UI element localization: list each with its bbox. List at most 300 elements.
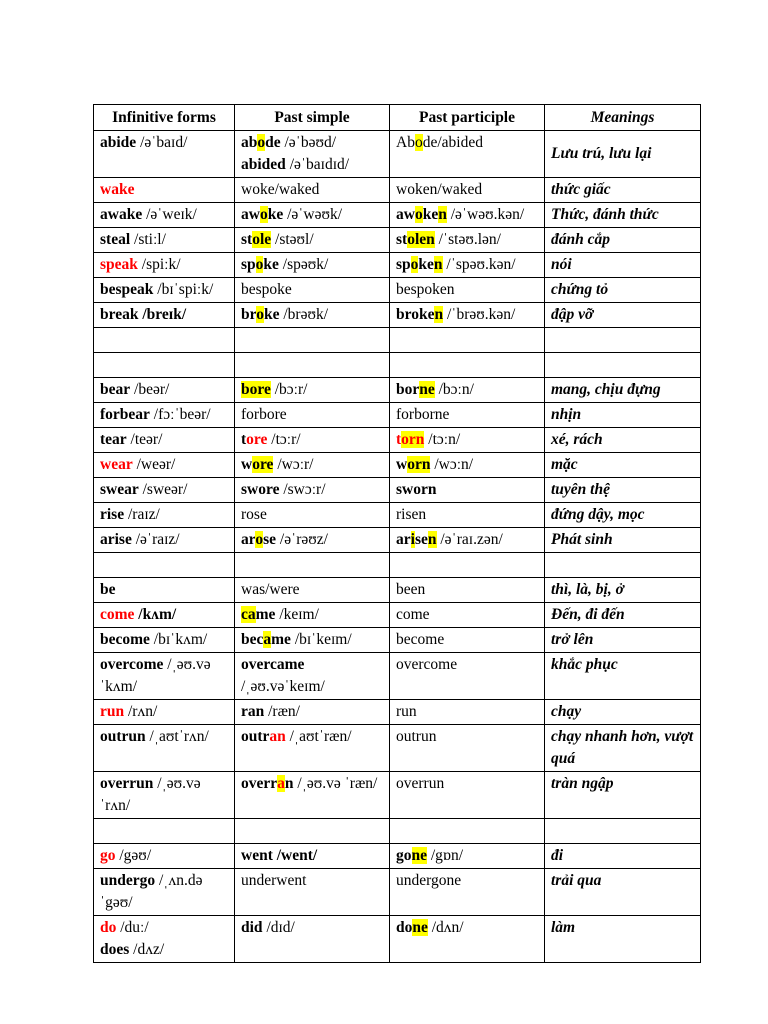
text-segment: forbear	[100, 406, 150, 423]
table-row	[94, 253, 701, 278]
text-segment: ne	[419, 381, 435, 398]
empty-cell	[235, 328, 390, 353]
text-segment: /ˈspəʊ.kən/	[442, 256, 516, 273]
text-segment: ore	[246, 431, 268, 448]
infinitive-cell	[94, 578, 235, 603]
text-segment: n	[284, 775, 294, 792]
text-segment: /keɪm/	[275, 606, 319, 623]
text-segment: wake	[100, 181, 135, 198]
past-participle-cell	[390, 203, 545, 228]
empty-cell	[390, 553, 545, 578]
infinitive-cell	[94, 378, 235, 403]
text-segment: br	[241, 306, 257, 323]
empty-cell	[545, 819, 701, 844]
past-participle-cell	[390, 253, 545, 278]
text-segment: /wɔːr/	[273, 456, 314, 473]
text-segment: /dʌz/	[129, 941, 165, 958]
text-segment: ke	[418, 256, 434, 273]
infinitive-cell	[94, 403, 235, 428]
infinitive-cell	[94, 869, 235, 916]
text-segment: ke	[267, 206, 284, 223]
text-segment: /spəʊk/	[278, 256, 329, 273]
table-row	[94, 403, 701, 428]
text-segment: /ˌaʊtˈrʌn/	[145, 728, 209, 745]
past-simple-cell	[235, 131, 390, 178]
text-segment: ke	[263, 256, 279, 273]
past-participle-cell	[390, 131, 545, 178]
table-row	[94, 503, 701, 528]
meaning-cell: trở lên	[545, 628, 701, 653]
past-participle-cell	[390, 772, 545, 819]
past-simple-cell	[235, 700, 390, 725]
text-segment: o	[410, 256, 419, 273]
past-participle-cell	[390, 478, 545, 503]
text-segment: go	[100, 847, 116, 864]
text-segment: n	[434, 306, 444, 323]
past-participle-cell	[390, 528, 545, 553]
text-segment: /əˈraɪ.zən/	[436, 531, 503, 548]
text-segment: bore	[241, 381, 271, 398]
empty-cell	[94, 328, 235, 353]
text-segment: t	[396, 431, 402, 448]
empty-cell	[235, 553, 390, 578]
text-segment: /bɪˈkʌm/	[149, 631, 208, 648]
past-participle-cell	[390, 228, 545, 253]
table-row	[94, 478, 701, 503]
text-segment: woken/waked	[396, 181, 483, 198]
text-segment: /ˌʌn.də ˈgəʊ/	[100, 872, 203, 911]
empty-row	[94, 553, 701, 578]
text-segment: ole	[252, 231, 272, 248]
text-segment: /ˌəʊ.və ˈræn/	[293, 775, 378, 792]
text-segment: ke	[263, 306, 280, 323]
table-body	[94, 131, 701, 963]
text-segment: /ˈstəʊ.lən/	[434, 231, 501, 248]
text-segment: n	[433, 256, 443, 273]
text-segment: overr	[241, 775, 278, 792]
text-segment: bear	[100, 381, 131, 398]
infinitive-cell	[94, 203, 235, 228]
text-segment: steal	[100, 231, 131, 248]
past-participle-cell	[390, 428, 545, 453]
text-segment: se	[263, 531, 277, 548]
text-segment: sworn	[396, 481, 437, 498]
text-segment: overcome	[396, 656, 458, 673]
text-segment: de	[265, 134, 281, 151]
meaning-cell: tràn ngập	[545, 772, 701, 819]
table-row	[94, 178, 701, 203]
text-segment: an	[269, 728, 286, 745]
past-simple-cell	[235, 772, 390, 819]
text-segment: /əˈwəʊk/	[283, 206, 343, 223]
text-segment: orn	[407, 456, 431, 473]
meaning-cell: trải qua	[545, 869, 701, 916]
past-simple-cell	[235, 253, 390, 278]
text-segment: st	[241, 231, 253, 248]
text-segment: tear	[100, 431, 127, 448]
infinitive-cell	[94, 725, 235, 772]
text-segment: do	[396, 919, 413, 936]
text-segment: overcome	[100, 656, 164, 673]
text-segment: o	[414, 206, 423, 223]
empty-cell	[390, 328, 545, 353]
text-segment: /ˈbrəʊ.kən/	[443, 306, 516, 323]
empty-cell	[94, 353, 235, 378]
past-participle-cell	[390, 278, 545, 303]
past-participle-cell	[390, 869, 545, 916]
text-segment: ran	[241, 703, 265, 720]
text-segment: /bɔːn/	[434, 381, 474, 398]
text-segment: me	[271, 631, 291, 648]
text-segment: /swɔːr/	[279, 481, 326, 498]
text-segment: swear	[100, 481, 139, 498]
text-segment: /tɔːr/	[267, 431, 301, 448]
infinitive-cell	[94, 253, 235, 278]
text-segment: come	[396, 606, 430, 623]
text-segment: run	[396, 703, 417, 720]
text-segment: undergone	[396, 872, 462, 889]
text-segment: /stiːl/	[130, 231, 166, 248]
past-simple-cell	[235, 725, 390, 772]
text-segment: forbore	[241, 406, 287, 423]
past-participle-cell	[390, 378, 545, 403]
empty-cell	[545, 353, 701, 378]
past-participle-cell	[390, 653, 545, 700]
past-participle-cell	[390, 303, 545, 328]
meaning-cell: thức giấc	[545, 178, 701, 203]
text-segment: forborne	[396, 406, 450, 423]
table-row	[94, 453, 701, 478]
text-segment: undergo	[100, 872, 156, 889]
text-segment: o	[255, 531, 264, 548]
text-segment: /gəʊ/	[115, 847, 152, 864]
table-row	[94, 916, 701, 963]
text-segment: /ˌəʊ.vəˈkeɪm/	[241, 678, 325, 695]
header-row	[94, 105, 701, 131]
text-segment: bor	[396, 381, 420, 398]
meaning-cell: đập vỡ	[545, 303, 701, 328]
infinitive-cell	[94, 603, 235, 628]
text-segment: o	[257, 134, 266, 151]
meaning-cell: chạy	[545, 700, 701, 725]
infinitive-cell	[94, 303, 235, 328]
text-segment: i	[410, 531, 415, 548]
text-segment: /əˈrəʊz/	[276, 531, 328, 548]
text-segment: run	[100, 703, 125, 720]
meaning-cell: khắc phục	[545, 653, 701, 700]
text-segment: /bɪˈspiːk/	[153, 281, 214, 298]
table-row	[94, 378, 701, 403]
past-simple-cell	[235, 203, 390, 228]
past-participle-cell	[390, 916, 545, 963]
text-segment: /brəʊk/	[279, 306, 329, 323]
text-segment: o	[256, 306, 264, 323]
meaning-cell: Thức, đánh thức	[545, 203, 701, 228]
text-segment: break /breɪk/	[100, 306, 187, 323]
infinitive-cell	[94, 131, 235, 178]
text-segment: /weər/	[132, 456, 176, 473]
text-segment: Ab	[396, 134, 415, 151]
empty-cell	[235, 353, 390, 378]
infinitive-cell	[94, 503, 235, 528]
table-row	[94, 203, 701, 228]
text-segment: overrun	[396, 775, 445, 792]
text-segment: outr	[241, 728, 270, 745]
past-participle-cell	[390, 453, 545, 478]
infinitive-cell	[94, 916, 235, 963]
text-segment: ke	[422, 206, 439, 223]
past-simple-cell	[235, 603, 390, 628]
text-segment: bec	[241, 631, 264, 648]
header-infinitive: Infinitive forms	[94, 105, 235, 131]
text-segment: become	[396, 631, 445, 648]
empty-row	[94, 819, 701, 844]
empty-cell	[545, 553, 701, 578]
table-row	[94, 700, 701, 725]
text-segment: did	[241, 919, 263, 936]
text-segment: o	[414, 134, 423, 151]
empty-row	[94, 328, 701, 353]
text-segment: swore	[241, 481, 280, 498]
text-segment: sp	[396, 256, 411, 273]
text-segment: bespoke	[241, 281, 292, 298]
past-simple-cell	[235, 228, 390, 253]
past-simple-cell	[235, 178, 390, 203]
infinitive-cell	[94, 178, 235, 203]
infinitive-cell	[94, 428, 235, 453]
past-simple-cell	[235, 653, 390, 700]
table-row	[94, 278, 701, 303]
empty-cell	[390, 353, 545, 378]
table-row	[94, 725, 701, 772]
table-row	[94, 303, 701, 328]
text-segment: ca	[241, 606, 256, 623]
meaning-cell: mang, chịu đựng	[545, 378, 701, 403]
text-segment: do	[100, 919, 117, 936]
meaning-cell: xé, rách	[545, 428, 701, 453]
text-segment: /kʌm/	[134, 606, 177, 623]
past-simple-cell	[235, 528, 390, 553]
text-segment: t	[241, 431, 247, 448]
text-segment: awake	[100, 206, 143, 223]
text-segment: /gɒn/	[427, 847, 464, 864]
text-segment: outrun	[100, 728, 146, 745]
text-segment: orn	[401, 431, 425, 448]
header-past-simple: Past simple	[235, 105, 390, 131]
meaning-cell: đứng dậy, mọc	[545, 503, 701, 528]
text-segment: /ˌəʊ.və ˈrʌn/	[100, 775, 201, 814]
text-segment: /raɪz/	[124, 506, 160, 523]
irregular-verbs-table	[93, 104, 701, 963]
past-participle-cell	[390, 700, 545, 725]
text-segment: speak	[100, 256, 138, 273]
text-segment: /fɔːˈbeər/	[149, 406, 211, 423]
text-segment: /əˈweɪk/	[142, 206, 197, 223]
text-segment: /tɔːn/	[424, 431, 461, 448]
meaning-cell: tuyên thệ	[545, 478, 701, 503]
table-row	[94, 528, 701, 553]
text-segment: de/abided	[422, 134, 483, 151]
text-segment: ab	[241, 134, 258, 151]
past-simple-cell	[235, 453, 390, 478]
past-simple-cell	[235, 869, 390, 916]
infinitive-cell	[94, 453, 235, 478]
table-row	[94, 228, 701, 253]
meaning-cell: thì, là, bị, ở	[545, 578, 701, 603]
past-simple-cell	[235, 478, 390, 503]
text-segment: /sweər/	[138, 481, 188, 498]
text-segment: broke	[396, 306, 435, 323]
empty-cell	[94, 819, 235, 844]
table-row	[94, 844, 701, 869]
text-segment: sp	[241, 256, 256, 273]
text-segment: /əˈwəʊ.kən/	[446, 206, 525, 223]
table-row	[94, 653, 701, 700]
text-segment: a	[263, 631, 272, 648]
text-segment: se	[414, 531, 428, 548]
text-segment: a	[277, 775, 285, 792]
past-simple-cell	[235, 844, 390, 869]
table-row	[94, 428, 701, 453]
past-participle-cell	[390, 844, 545, 869]
table-row	[94, 772, 701, 819]
text-segment: /stəʊl/	[271, 231, 314, 248]
text-segment: wear	[100, 456, 133, 473]
text-segment: /bɪˈkeɪm/	[290, 631, 352, 648]
meaning-cell: đi	[545, 844, 701, 869]
text-segment: ar	[396, 531, 411, 548]
past-participle-cell	[390, 578, 545, 603]
text-segment: n	[438, 206, 447, 223]
header-past-participle: Past participle	[390, 105, 545, 131]
infinitive-cell	[94, 478, 235, 503]
infinitive-cell	[94, 844, 235, 869]
text-segment: was/were	[241, 581, 300, 598]
text-segment: /əˈbaɪdɪd/	[285, 156, 350, 173]
table-row	[94, 628, 701, 653]
header-meanings: Meanings	[545, 105, 701, 131]
past-participle-cell	[390, 403, 545, 428]
table-row	[94, 578, 701, 603]
text-segment: /əˈbəʊd/	[280, 134, 337, 151]
text-segment: overrun	[100, 775, 154, 792]
text-segment: rose	[241, 506, 267, 523]
text-segment: aw	[396, 206, 415, 223]
infinitive-cell	[94, 528, 235, 553]
text-segment: become	[100, 631, 150, 648]
text-segment: o	[255, 256, 264, 273]
text-segment: outrun	[396, 728, 437, 745]
meaning-cell: nói	[545, 253, 701, 278]
infinitive-cell	[94, 700, 235, 725]
empty-row	[94, 353, 701, 378]
text-segment: /beər/	[130, 381, 170, 398]
text-segment: /ˌəʊ.və ˈkʌm/	[100, 656, 211, 695]
text-segment: go	[396, 847, 412, 864]
text-segment: /ˌaʊtˈræn/	[285, 728, 352, 745]
table-header	[94, 105, 701, 131]
text-segment: risen	[396, 506, 427, 523]
text-segment: w	[241, 456, 253, 473]
meaning-cell: nhịn	[545, 403, 701, 428]
meaning-cell: Phát sinh	[545, 528, 701, 553]
text-segment: ne	[412, 919, 428, 936]
text-segment: /wɔːn/	[430, 456, 474, 473]
text-segment: /bɔːr/	[270, 381, 308, 398]
text-segment: woke/waked	[241, 181, 320, 198]
past-simple-cell	[235, 303, 390, 328]
past-participle-cell	[390, 503, 545, 528]
text-segment: /dɪd/	[262, 919, 295, 936]
infinitive-cell	[94, 653, 235, 700]
empty-cell	[545, 328, 701, 353]
text-segment: abide	[100, 134, 137, 151]
text-segment: rise	[100, 506, 125, 523]
past-simple-cell	[235, 278, 390, 303]
verb-table-document	[93, 104, 700, 963]
past-simple-cell	[235, 378, 390, 403]
infinitive-cell	[94, 772, 235, 819]
text-segment: st	[396, 231, 408, 248]
meaning-cell: mặc	[545, 453, 701, 478]
text-segment: /duː/	[116, 919, 149, 936]
text-segment: /rʌn/	[124, 703, 158, 720]
text-segment: olen	[407, 231, 435, 248]
meaning-cell: làm	[545, 916, 701, 963]
infinitive-cell	[94, 628, 235, 653]
text-segment: be	[100, 581, 116, 598]
table-row	[94, 869, 701, 916]
meaning-cell: chạy nhanh hơn, vượt quá	[545, 725, 701, 772]
text-segment: /əˈraɪz/	[131, 531, 180, 548]
text-segment: ore	[252, 456, 274, 473]
text-segment: come	[100, 606, 135, 623]
meaning-cell: đánh cắp	[545, 228, 701, 253]
infinitive-cell	[94, 278, 235, 303]
past-participle-cell	[390, 628, 545, 653]
text-segment: n	[427, 531, 437, 548]
text-segment: does	[100, 941, 130, 958]
text-segment: bespeak	[100, 281, 154, 298]
text-segment: me	[255, 606, 276, 623]
empty-cell	[235, 819, 390, 844]
text-segment: aw	[241, 206, 260, 223]
text-segment: /dʌn/	[427, 919, 464, 936]
table-row	[94, 131, 701, 178]
text-segment: ar	[241, 531, 256, 548]
text-segment: /əˈbaɪd/	[136, 134, 188, 151]
text-segment: overcame	[241, 656, 305, 673]
past-participle-cell	[390, 725, 545, 772]
text-segment: went /went/	[241, 847, 318, 864]
text-segment: abided	[241, 156, 286, 173]
text-segment: bespoken	[396, 281, 455, 298]
past-simple-cell	[235, 403, 390, 428]
empty-cell	[390, 819, 545, 844]
meaning-cell: chứng tỏ	[545, 278, 701, 303]
past-simple-cell	[235, 503, 390, 528]
meaning-cell: Đến, đi đến	[545, 603, 701, 628]
text-segment: been	[396, 581, 426, 598]
text-segment: w	[396, 456, 408, 473]
text-segment: arise	[100, 531, 132, 548]
text-segment: underwent	[241, 872, 307, 889]
past-participle-cell	[390, 603, 545, 628]
past-simple-cell	[235, 628, 390, 653]
text-segment: /teər/	[126, 431, 163, 448]
empty-cell	[94, 553, 235, 578]
text-segment: /ræn/	[264, 703, 300, 720]
